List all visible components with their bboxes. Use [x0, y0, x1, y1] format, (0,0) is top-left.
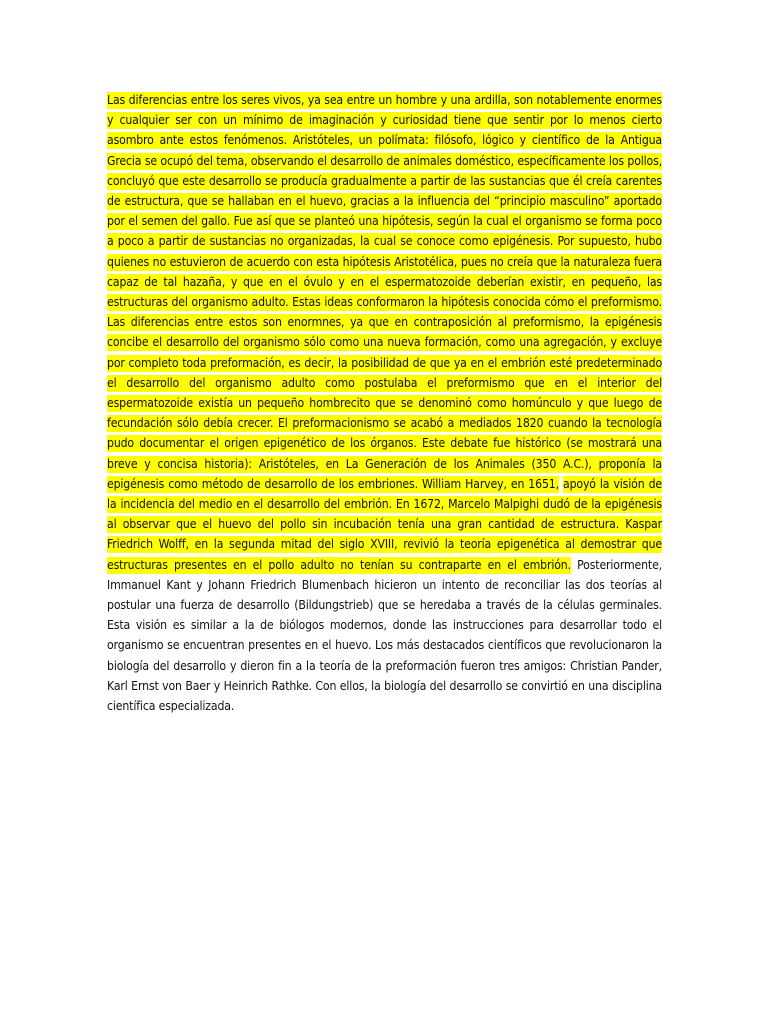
highlighted-text-segment: Las diferencias entre los seres vivos, ya sea entre un hombre y una ardilla, son notablemente enormes y cualquier ser con un mínimo de imaginación y curiosidad tiene que sentir por lo menos cierto asombro ante estos fenómenos. Aristóteles, un polímata: filósofo, lógico y científico de la Antigua Grecia se ocupó del tema, observando el desarrollo de animales doméstico, específicamente los pollos, concluyó que este desarrollo se producía gradualmente a partir de las sustancias que él creía carentes de estructura, que se hallaban en el huevo, gracias a la influencia del “principio masculino” aportado por el semen del gallo. Fue así que se planteó una hipótesis, según la cual el organismo se forma poco a poco a partir de sustancias no organizadas, la cual se conoce como epigénesis. Por supuesto, hubo quienes no estuvieron de acuerdo con esta hipótesis Aristotélica, pues no creía que la naturaleza fuera capaz de tal hazaña, y que en el óvulo y en el espermatozoide deberían existir, en pequeño, las estructuras del organismo adulto. Estas ideas conformaron la hipótesis conocida cómo el preformismo. Las diferencias entre estos son enormnes, ya que en contraposición al preformismo, la epigénesis concibe el desarrollo del organismo sólo como una nueva formación, como una agregación, y excluye por completo toda preformación, es decir, la posibilidad de que ya en el embrión esté predeterminado el desarrollo del organismo adulto como postulaba el preformismo que en el interior del espermatozoide existía un pequeño hombrecito que se denominó como homúnculo y que luego de fecundación sólo debía crecer. El preformacionismo se acabó a mediados 1820 cuando la tecnología pudo documentar el origen epigenético de los órganos. Este debate fue histórico (se mostrará una breve y concisa historia): Aristóteles, en La Generación de los Animales (350 A.C.), proponía la epigénesis como método de desarrollo de los embriones. William Harvey, en 1651, [107, 93, 662, 491]
document-page [107, 90, 662, 716]
highlighted-text-segment-2: apoyó la visión de la incidencia del medio en el desarrollo del embrión. En 1672, Marcelo Malpighi dudó de la epigénesis al observar que el huevo del pollo sin incubación tenía una gran cantidad de estructura. Kaspar Friedrich Wolff, en la segunda mitad del siglo XVIII, revivió la teoría epigenética al demostrar que estructuras presentes en el pollo adulto no tenían su contraparte en el embrión. [107, 476, 662, 572]
plain-text-segment: Posteriormente, Immanuel Kant y Johann Friedrich Blumenbach hicieron un intento de reconciliar las dos teorías al postular una fuerza de desarrollo (Bildungstrieb) que se heredaba a través de la células germinales. Esta visión es similar a la de biólogos modernos, donde las instrucciones para desarrollar todo el organismo se encuentran presentes en el huevo. Los más destacados científicos que revolucionaron la biología del desarrollo y dieron fin a la teoría de la preformación fueron tres amigos: Christian Pander, Karl Ernst von Baer y Heinrich Rathke. Con ellos, la biología del desarrollo se convirtió en una disciplina científica especializada. [107, 557, 662, 714]
body-paragraph [107, 90, 662, 716]
